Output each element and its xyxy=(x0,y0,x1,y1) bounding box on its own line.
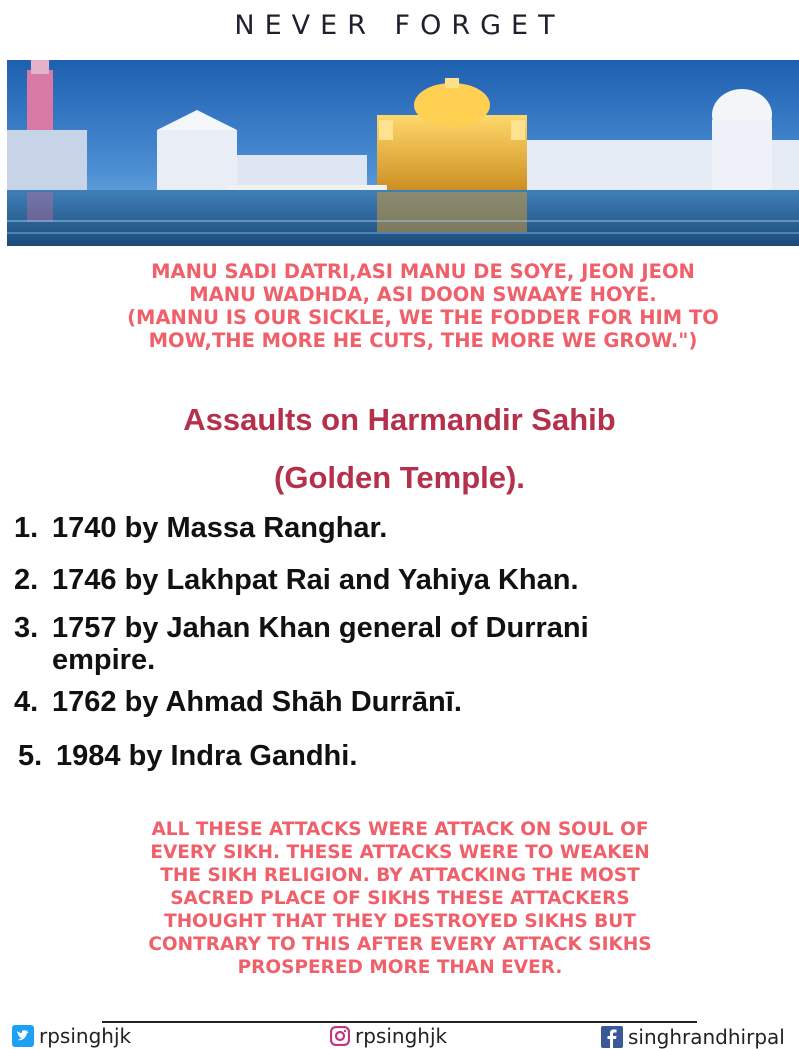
section-heading: Assaults on Harmandir Sahib xyxy=(183,402,616,437)
closing-line: ALL THESE ATTACKS WERE ATTACK ON SOUL OF xyxy=(151,819,649,840)
list-item-text: 1762 by Ahmad Shāh Durrānī. xyxy=(52,686,462,718)
instagram-handle[interactable] xyxy=(330,1024,447,1048)
facebook-username: singhrandhirpal xyxy=(628,1025,785,1049)
footer-divider xyxy=(102,1021,697,1023)
closing-line: THOUGHT THAT THEY DESTROYED SIKHS BUT xyxy=(164,911,636,932)
list-item-number: 4. xyxy=(14,686,39,718)
page-title: NEVER FORGET xyxy=(234,10,565,41)
closing-line: CONTRARY TO THIS AFTER EVERY ATTACK SIKHS xyxy=(148,934,652,955)
footer xyxy=(0,1024,799,1049)
closing-line: PROSPERED MORE THAN EVER. xyxy=(237,957,563,978)
list-item-text: 1746 by Lakhpat Rai and Yahiya Khan. xyxy=(52,564,579,596)
closing-line: SACRED PLACE OF SIKHS THESE ATTACKERS xyxy=(170,888,630,909)
list-item xyxy=(18,740,788,772)
quote-line: MANU WADHDA, ASI DOON SWAAYE HOYE. xyxy=(189,283,657,306)
golden-temple-banner xyxy=(7,60,799,246)
closing-line: EVERY SIKH. THESE ATTACKS WERE TO WEAKEN xyxy=(150,842,650,863)
quote-line: (MANNU IS OUR SICKLE, WE THE FODDER FOR HIM TO xyxy=(127,306,719,329)
closing-line: THE SIKH RELIGION. BY ATTACKING THE MOST xyxy=(160,865,640,886)
quote-line: MANU SADI DATRI,ASI MANU DE SOYE, JEON JEON xyxy=(151,260,695,283)
list-item xyxy=(14,564,784,596)
closing-paragraph xyxy=(60,818,740,979)
list-item xyxy=(14,612,784,676)
list-item-number: 5. xyxy=(18,740,43,772)
list-item-text: 1757 by Jahan Khan general of Durrani empire. xyxy=(52,612,589,676)
list-item xyxy=(14,686,784,718)
list-item xyxy=(14,512,784,544)
twitter-icon xyxy=(12,1025,34,1047)
list-item-number: 1. xyxy=(14,512,39,544)
list-item-number: 3. xyxy=(14,612,39,644)
facebook-icon xyxy=(601,1026,623,1048)
section-subheading: (Golden Temple). xyxy=(274,460,525,495)
facebook-handle[interactable] xyxy=(601,1025,785,1049)
quote-block xyxy=(78,260,768,352)
instagram-username: rpsinghjk xyxy=(355,1024,448,1048)
twitter-username: rpsinghjk xyxy=(39,1024,132,1048)
instagram-icon xyxy=(330,1026,350,1046)
list-item-text: 1740 by Massa Ranghar. xyxy=(52,512,388,544)
quote-line: MOW,THE MORE HE CUTS, THE MORE WE GROW.") xyxy=(148,329,698,352)
list-item-text: 1984 by Indra Gandhi. xyxy=(56,740,358,772)
twitter-handle[interactable] xyxy=(12,1024,131,1048)
list-item-number: 2. xyxy=(14,564,39,596)
